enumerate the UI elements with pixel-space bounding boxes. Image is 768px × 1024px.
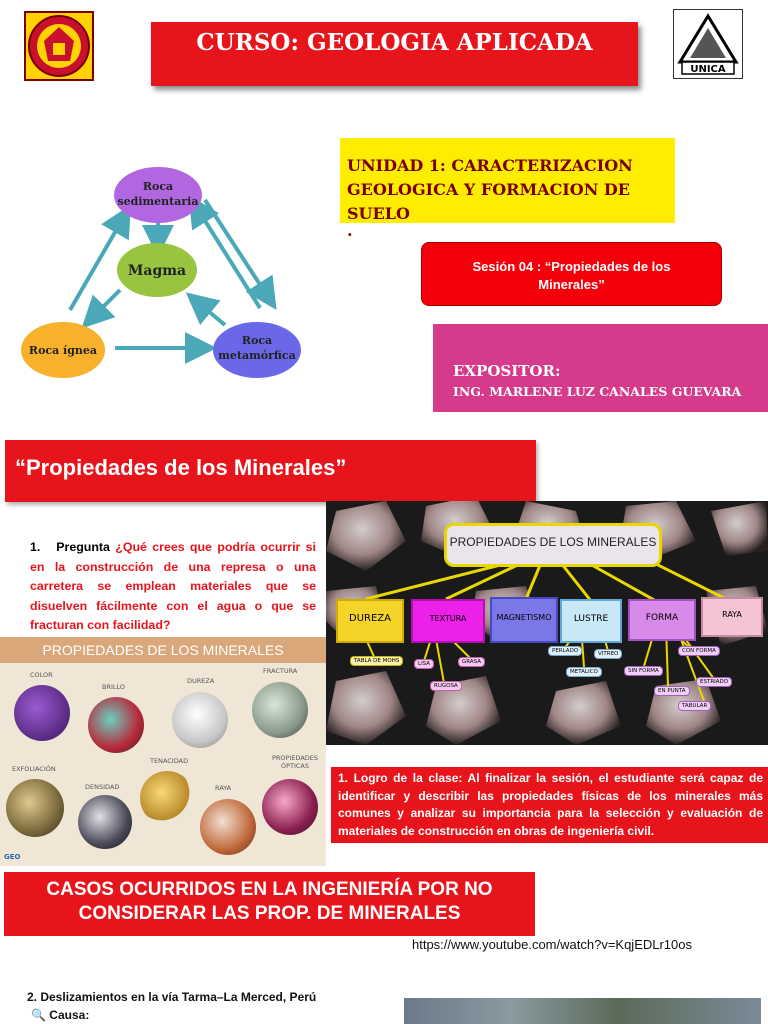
leaf-lisa: LISA — [414, 659, 434, 669]
leaf-estriado: ESTRIADO — [696, 677, 732, 687]
mineral-exfoliacion-image — [6, 779, 64, 837]
label-tenacidad: TENACIDAD — [150, 757, 189, 765]
mineral-raya-image — [200, 799, 256, 855]
case-2-causa — [31, 1008, 89, 1022]
leaf-vitreo: VITREO — [594, 649, 622, 659]
leaf-con-forma: CON FORMA — [678, 646, 720, 656]
leaf-tabular: TABULAR — [678, 701, 711, 711]
node-magnetismo: MAGNETISMO — [490, 597, 558, 643]
case-2-title: 2. Deslizamientos en la vía Tarma–La Merced, Perú — [27, 990, 317, 1004]
mineral-dureza-image — [172, 692, 228, 748]
unica-logo-text: UNICA — [690, 64, 726, 75]
unit-line-2: GEOLOGICA Y FORMACION DE SUELO — [347, 180, 630, 223]
label-exfoliacion: EXFOLIACIÓN — [12, 765, 56, 773]
cases-line-2: CONSIDERAR LAS PROP. DE MINERALES — [78, 903, 461, 924]
rock-ignea-label: Roca ígnea — [28, 344, 98, 357]
question-lead: Pregunta — [56, 540, 116, 554]
magnifier-icon: 🔍 — [31, 1008, 46, 1022]
magma-label: Magma — [127, 263, 187, 279]
unit-line-3: . — [347, 221, 353, 240]
label-densidad: DENSIDAD — [85, 783, 120, 791]
unit-line-1: UNIDAD 1: CARACTERIZACION — [347, 156, 633, 175]
speaker-label: EXPOSITOR: — [453, 362, 561, 380]
concept-map-panel — [326, 501, 768, 745]
mineral-color-image — [14, 685, 70, 741]
node-textura: TEXTURA — [411, 599, 485, 643]
rock-cycle-diagram — [15, 160, 315, 385]
university-logo-right — [673, 9, 743, 79]
causa-label: Causa: — [49, 1008, 90, 1022]
youtube-link[interactable]: https://www.youtube.com/watch?v=KqjEDLr10os — [412, 937, 693, 952]
node-lustre: LUSTRE — [560, 599, 622, 643]
leaf-tabla-mohs: TABLA DE MOHS — [350, 656, 403, 666]
question-block — [30, 538, 316, 636]
cases-banner — [4, 872, 535, 936]
concept-map-title: PROPIEDADES DE LOS MINERALES — [444, 523, 662, 567]
rock-sedimentaria-label-1: Roca — [142, 180, 174, 193]
learning-goal: 1. Logro de la clase: Al finalizar la sesión, el estudiante será capaz de identificar y describir las propiedades físicas de los minerales más comunes y analizar su importancia para la selección y evaluación de materiales de construcción en obras de ingeniería civil. — [331, 767, 768, 843]
rock-sedimentaria-label-2: sedimentaria — [117, 195, 199, 208]
node-forma: FORMA — [628, 599, 696, 641]
rock-metamorfica-label-2: metamórfica — [218, 349, 296, 362]
label-raya: RAYA — [215, 784, 232, 792]
mineral-brillo-image — [88, 697, 144, 753]
leaf-grasa: GRASA — [458, 657, 485, 667]
mineral-opticas-image — [262, 779, 318, 835]
question-text: ¿Qué crees que podría ocurrir si en la construcción de una represa o una carretera se emplean materiales que se disuelven fácilmente con el agua o que se fracturan con facilidad? — [30, 540, 316, 632]
label-brillo: BRILLO — [102, 683, 126, 691]
mineral-densidad-image — [78, 795, 132, 849]
question-number: 1. — [30, 540, 41, 554]
leaf-rugosa: RUGOSA — [430, 681, 462, 691]
panel-footer-logo: GEO — [4, 853, 21, 861]
speaker-name: ING. MARLENE LUZ CANALES GUEVARA — [453, 384, 742, 399]
label-color: COLOR — [30, 671, 53, 679]
unit-box — [340, 138, 675, 240]
speaker-box — [433, 324, 768, 412]
mineral-fractura-image — [252, 682, 308, 738]
session-label: Sesión 04 : “Propiedades de los Minerales” — [472, 259, 671, 292]
leaf-sin-forma: SIN FORMA — [624, 666, 663, 676]
node-dureza: DUREZA — [336, 599, 404, 643]
university-logo-left — [24, 11, 94, 81]
course-title: CURSO: GEOLOGIA APLICADA — [151, 22, 638, 86]
leaf-perlado: PERLADO — [548, 646, 582, 656]
section-title: “Propiedades de los Minerales” — [5, 440, 536, 502]
cases-line-1: CASOS OCURRIDOS EN LA INGENIERÍA POR NO — [46, 879, 493, 900]
label-dureza: DUREZA — [187, 677, 215, 685]
label-opticas: PROPIEDADES ÓPTICAS — [271, 754, 319, 770]
leaf-metalico: METALICO — [566, 667, 602, 677]
minerals-panel-title: PROPIEDADES DE LOS MINERALES — [0, 637, 326, 663]
landslide-photo — [404, 998, 761, 1024]
label-fractura: FRACTURA — [263, 667, 298, 675]
minerals-properties-panel — [0, 637, 326, 866]
leaf-en-punta: EN PUNTA — [654, 686, 690, 696]
session-box — [421, 242, 722, 306]
mineral-tenacidad-image — [140, 771, 194, 825]
rock-metamorfica-label-1: Roca — [241, 334, 273, 347]
node-raya: RAYA — [701, 597, 763, 637]
